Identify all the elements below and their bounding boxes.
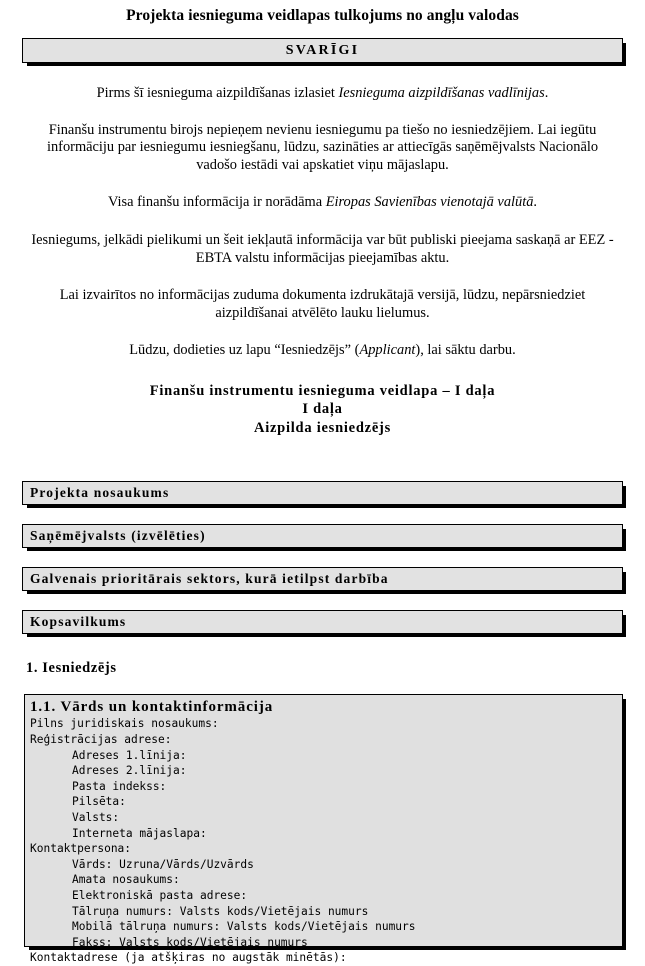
field-label: Valsts: <box>72 811 120 824</box>
field-label: Pilsēta: <box>72 795 126 809</box>
intro-paragraph-6-emphasis: Applicant <box>359 342 416 359</box>
section-bar-summary[interactable] <box>22 610 623 634</box>
section-bar-label: Kopsavilkums <box>30 614 127 630</box>
field-label-list <box>27 716 622 966</box>
section-bar-label: Galvenais prioritārais sektors, kurā ietilpst darbība <box>30 571 389 587</box>
notice-header-label: SVARĪGI <box>285 43 360 58</box>
intro-paragraph-6-text-b: ), lai sāktu darbu. <box>415 342 516 359</box>
field-label: Elektroniskā pasta adrese: <box>72 888 248 902</box>
field-label: Kontaktadrese (ja atšķiras no augstāk minētās): <box>30 951 347 965</box>
section-bar-label: Saņēmējvalsts (izvēlēties) <box>30 528 206 544</box>
field-label: Tālruņa numurs: Valsts kods/Vietējais numurs <box>72 904 369 918</box>
field-label: Interneta mājaslapa: <box>72 826 207 840</box>
field-label: Mobilā tālruņa numurs: Valsts kods/Vietējais numurs <box>72 920 416 934</box>
intro-paragraph-5: Lai izvairītos no informācijas zuduma dokumenta izdrukātajā versijā, lūdzu, nepārsniedziet aizpildīšanai atvēlēto lauku lielumus. <box>59 287 586 321</box>
field-box-title: 1.1. Vārds un kontaktinformācija <box>30 699 274 716</box>
intro-paragraph-3-text-a: Visa finanšu informācija ir norādāma <box>107 194 326 211</box>
intro-paragraph-3-text-b: . <box>533 194 538 211</box>
intro-paragraph-6 <box>30 342 615 360</box>
intro-paragraph-1-emphasis: Iesnieguma aizpildīšanas vadlīnijas <box>338 85 545 101</box>
field-box-name-and-contact[interactable] <box>24 694 623 965</box>
field-label: Pilns juridiskais nosaukums: <box>30 717 219 731</box>
section-bar-priority-sector[interactable] <box>22 567 623 591</box>
field-label: Kontaktpersona: <box>30 842 132 856</box>
field-label: Adreses 1.līnija: <box>72 748 187 762</box>
form-heading-line-1: Finanšu instrumentu iesnieguma veidlapa – I daļa <box>149 382 496 399</box>
field-label: Adreses 2.līnija: <box>72 764 187 778</box>
field-label: Reģistrācijas adrese: <box>30 733 172 747</box>
field-label: Vārds: Uzruna/Vārds/Uzvārds <box>72 857 254 871</box>
section-bar-project-title[interactable] <box>22 481 623 505</box>
notice-header-box <box>22 38 623 63</box>
intro-paragraph-1-text-a: Pirms šī iesnieguma aizpildīšanas izlasiet <box>96 85 339 101</box>
intro-paragraph-4: Iesniegums, jelkādi pielikumi un šeit iekļautā informācija var būt publiski pieejama saskaņā ar EEZ - EBTA valstu informācijas pieejamības aktu. <box>31 231 614 266</box>
intro-paragraph-3 <box>30 194 615 212</box>
intro-paragraph-1 <box>30 85 615 103</box>
field-label: Pasta indekss: <box>72 779 167 793</box>
intro-paragraph-2: Finanšu instrumentu birojs nepieņem nevienu iesniegumu pa tiešo no iesniedzējiem. Lai iegūtu informāciju par iesniegumu iesniegšanu, lūdzu, sazināties ar attiecīgās saņēmējvalsts Nacionālo vadošo iestādi vai apskatiet viņu mājaslapu. <box>46 121 599 173</box>
section-heading-applicant: 1. Iesniedzējs <box>26 660 117 677</box>
field-label: Fakss: Valsts kods/Vietējais numurs <box>72 935 308 949</box>
field-label: Amata nosaukums: <box>72 873 180 887</box>
form-heading-block <box>30 382 615 438</box>
intro-section <box>30 85 615 437</box>
form-heading-line-2: I daļa <box>302 401 343 418</box>
intro-paragraph-3-emphasis: Eiropas Savienības vienotajā valūtā <box>325 194 534 211</box>
intro-paragraph-1-text-b: . <box>544 85 549 101</box>
section-bar-beneficiary-state[interactable] <box>22 524 623 548</box>
form-heading-line-3: Aizpilda iesniedzējs <box>253 419 392 436</box>
section-bars <box>0 481 645 634</box>
section-bar-label: Projekta nosaukums <box>30 485 170 501</box>
intro-paragraph-6-text-a: Lūdzu, dodieties uz lapu “Iesniedzējs” ( <box>129 342 360 359</box>
page-title: Projekta iesnieguma veidlapas tulkojums no angļu valodas <box>126 7 519 24</box>
